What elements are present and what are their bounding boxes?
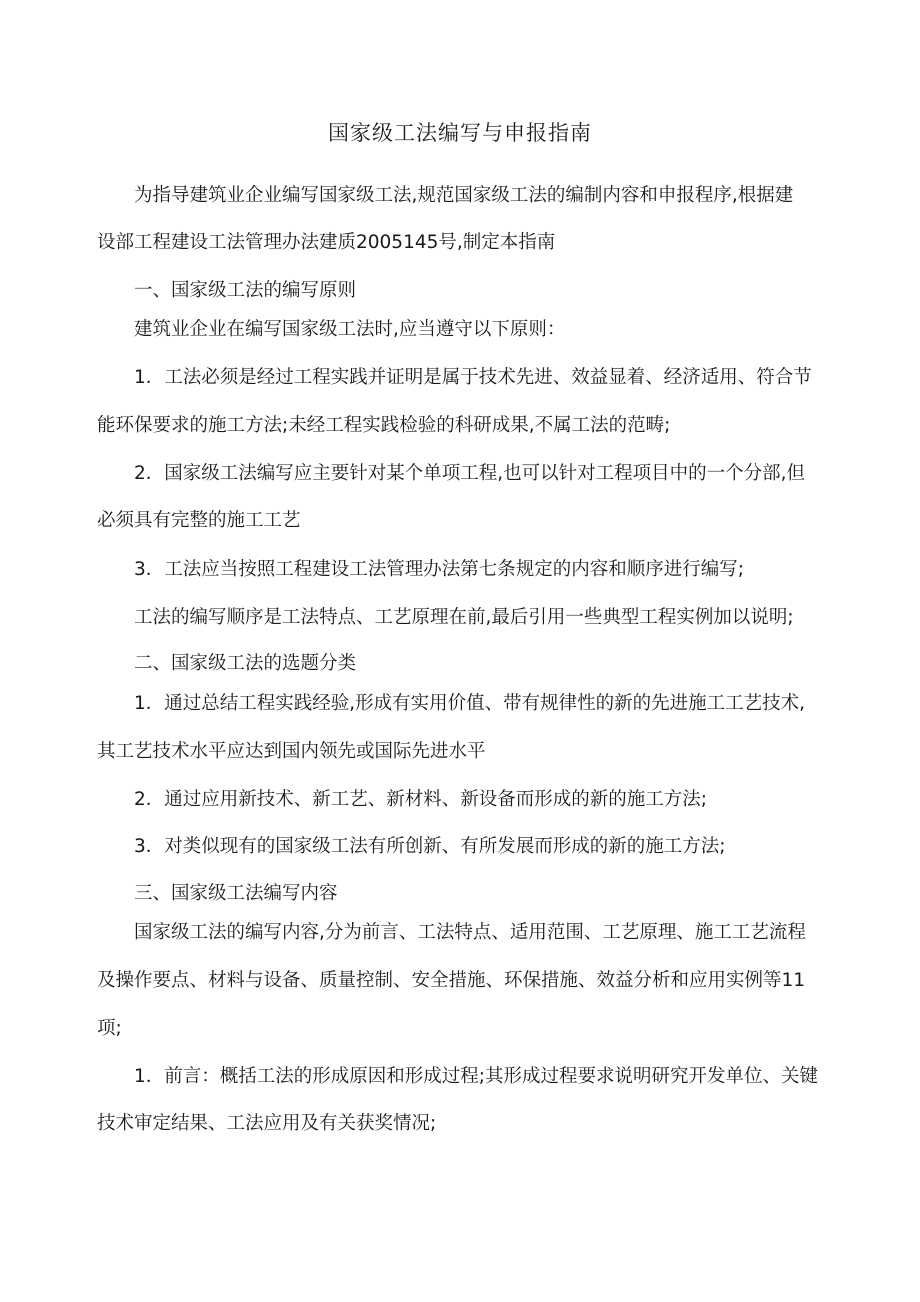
paragraph-line: 必须具有完整的施工工艺 (97, 510, 301, 531)
list-item: 1．工法必须是经过工程实践并证明是属于技术先进、效益显着、经济适用、符合节 (134, 367, 812, 388)
paragraph-line: 国家级工法的编写内容,分为前言、工法特点、适用范围、工艺原理、施工工艺流程 (134, 922, 806, 943)
list-item: 3．工法应当按照工程建设工法管理办法第七条规定的内容和顺序进行编写; (134, 559, 745, 580)
paragraph-line: 工法的编写顺序是工法特点、工艺原理在前,最后引用一些典型工程实例加以说明; (134, 607, 794, 628)
document-title: 国家级工法编写与申报指南 (328, 121, 592, 145)
section-heading: 三、国家级工法编写内容 (134, 883, 338, 904)
paragraph-line: 设部工程建设工法管理办法建质2005145号,制定本指南 (97, 232, 556, 253)
paragraph-line: 其工艺技术水平应达到国内领先或国际先进水平 (97, 741, 486, 762)
paragraph-line: 为指导建筑业企业编写国家级工法,规范国家级工法的编制内容和申报程序,根据建 (134, 185, 794, 206)
list-item: 3．对类似现有的国家级工法有所创新、有所发展而形成的新的施工方法; (134, 836, 726, 857)
paragraph-line: 建筑业企业在编写国家级工法时,应当遵守以下原则： (134, 319, 566, 340)
paragraph-line: 能环保要求的施工方法;未经工程实践检验的科研成果,不属工法的范畴; (97, 415, 671, 436)
list-item: 1．前言：概括工法的形成原因和形成过程;其形成过程要求说明研究开发单位、关键 (134, 1066, 819, 1087)
section-heading: 一、国家级工法的编写原则 (134, 280, 357, 301)
paragraph-line: 技术审定结果、工法应用及有关获奖情况; (97, 1113, 437, 1134)
paragraph-line: 及操作要点、材料与设备、质量控制、安全措施、环保措施、效益分析和应用实例等11 (97, 970, 806, 991)
section-heading: 二、国家级工法的选题分类 (134, 653, 357, 674)
list-item: 2．国家级工法编写应主要针对某个单项工程,也可以针对工程项目中的一个分部,但 (134, 463, 806, 484)
list-item: 2．通过应用新技术、新工艺、新材料、新设备而形成的新的施工方法; (134, 789, 708, 810)
paragraph-line: 项; (97, 1018, 122, 1039)
list-item: 1．通过总结工程实践经验,形成有实用价值、带有规律性的新的先进施工工艺技术, (134, 693, 806, 714)
